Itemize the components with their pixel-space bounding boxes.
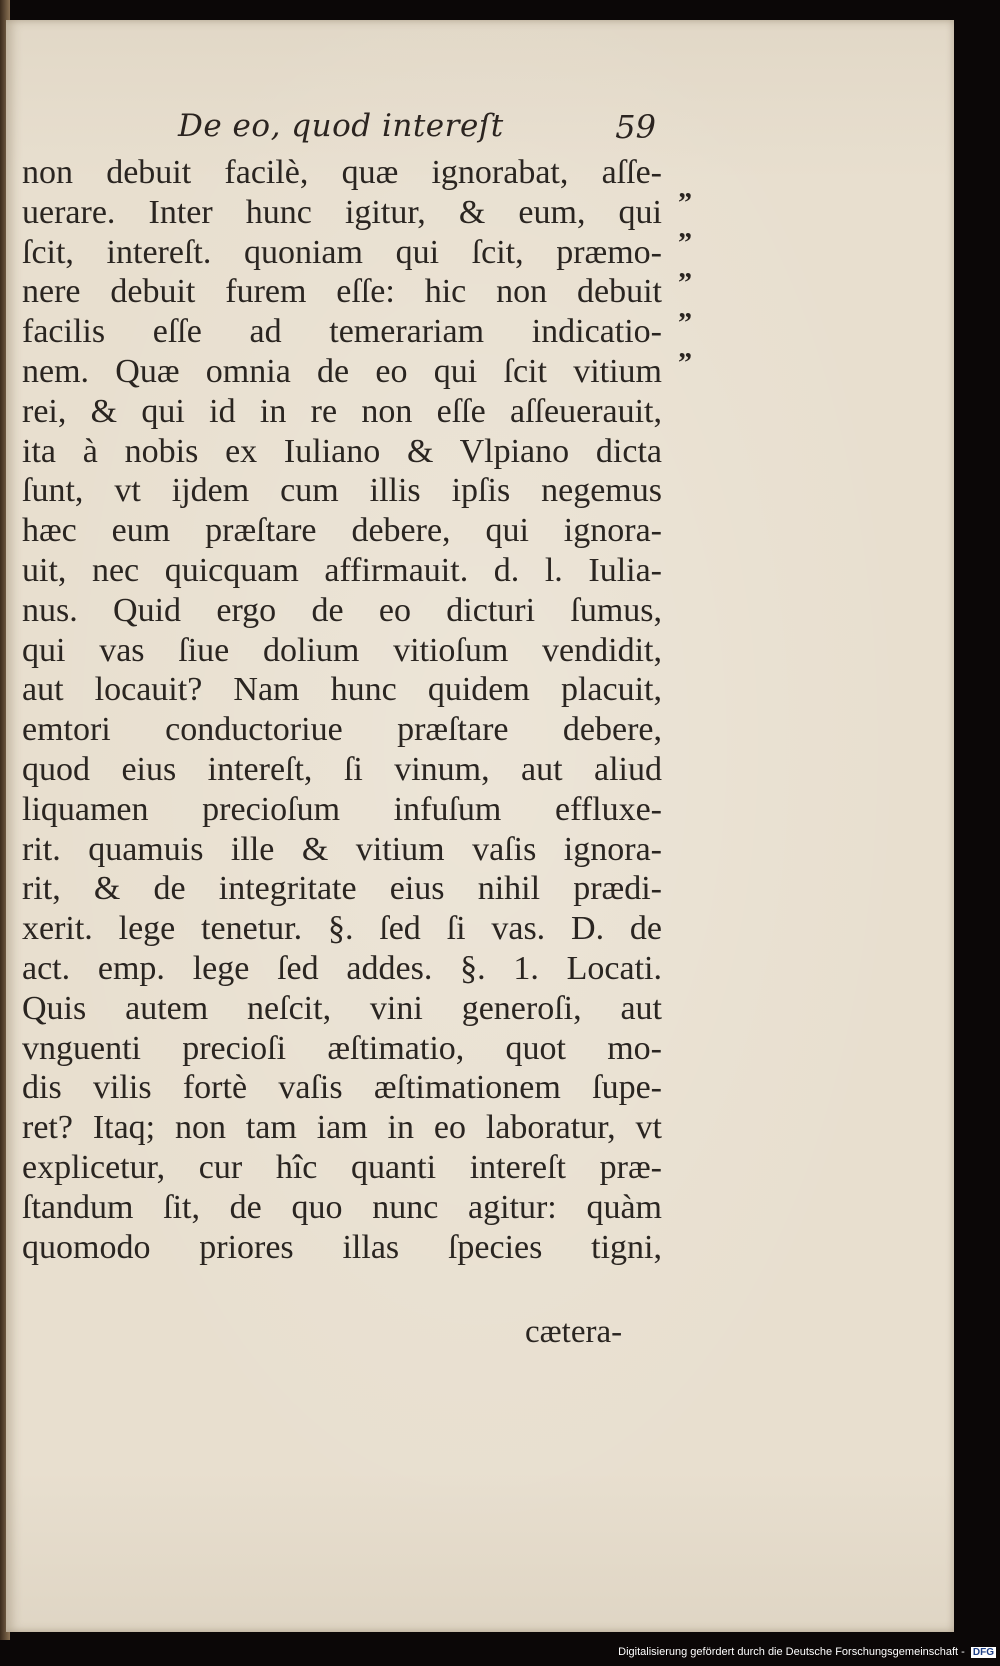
text-line: hæc eum præſtare debere, qui ignora- bbox=[22, 512, 662, 550]
running-head: De eo, quod intereſt bbox=[178, 108, 504, 144]
text-line: quomodo priores illas ſpecies tigni, bbox=[22, 1228, 662, 1266]
text-line: uit, nec quicquam affirmauit. d. l. Iulia- bbox=[22, 551, 662, 589]
dfg-logo: DFG bbox=[972, 1647, 994, 1658]
margin-mark: ” bbox=[678, 268, 692, 299]
text-line: ſcit, intereſt. quoniam qui ſcit, præmo- bbox=[22, 233, 662, 271]
text-line: quod eius intereſt, ſi vinum, aut aliud bbox=[22, 750, 662, 788]
text-line: Quis autem neſcit, vini generoſi, aut bbox=[22, 989, 662, 1027]
text-line: qui vas ſiue dolium vitioſum vendidit, bbox=[22, 631, 662, 669]
text-line: uerare. Inter hunc igitur, & eum, qui bbox=[22, 193, 662, 231]
text-line: liquamen precioſum infuſum effluxe- bbox=[22, 790, 662, 828]
text-line: nere debuit furem eſſe: hic non debuit bbox=[22, 273, 662, 311]
page-number: 59 bbox=[615, 108, 656, 146]
digitization-footer bbox=[618, 1646, 996, 1658]
text-line: rit. quamuis ille & vitium vaſis ignora- bbox=[22, 830, 662, 868]
margin-mark: ” bbox=[678, 348, 692, 379]
page-header bbox=[178, 108, 656, 152]
catchword: cætera- bbox=[525, 1314, 623, 1350]
text-line: dis vilis fortè vaſis æſtimationem ſupe- bbox=[22, 1069, 662, 1107]
text-line: nem. Quæ omnia de eo qui ſcit vitium bbox=[22, 352, 662, 390]
margin-quotation-marks bbox=[678, 188, 708, 388]
text-line: facilis eſſe ad temerariam indicatio- bbox=[22, 313, 662, 351]
text-line: explicetur, cur hîc quanti intereſt præ- bbox=[22, 1148, 662, 1186]
text-line: aut locauit? Nam hunc quidem placuit, bbox=[22, 671, 662, 709]
text-line: ſtandum ſit, de quo nunc agitur: quàm bbox=[22, 1188, 662, 1226]
margin-mark: ” bbox=[678, 188, 692, 219]
text-line: rit, & de integritate eius nihil prædi- bbox=[22, 870, 662, 908]
body-text bbox=[22, 153, 662, 1267]
text-line: act. emp. lege ſed addes. §. 1. Locati. bbox=[22, 949, 662, 987]
text-line: xerit. lege tenetur. §. ſed ſi vas. D. de bbox=[22, 910, 662, 948]
footer-credit: Digitalisierung gefördert durch die Deutsche Forschungsgemeinschaft - bbox=[618, 1646, 965, 1658]
text-line: emtori conductoriue præſtare debere, bbox=[22, 711, 662, 749]
margin-mark: ” bbox=[678, 228, 692, 259]
text-line: non debuit facilè, quæ ignorabat, aſſe- bbox=[22, 154, 662, 191]
text-line: vnguenti precioſi æſtimatio, quot mo- bbox=[22, 1029, 662, 1067]
text-line: ita à nobis ex Iuliano & Vlpiano dicta bbox=[22, 432, 662, 470]
margin-mark: ” bbox=[678, 308, 692, 339]
text-line: ſunt, vt ijdem cum illis ipſis negemus bbox=[22, 472, 662, 510]
text-line: rei, & qui id in re non eſſe aſſeuerauit, bbox=[22, 392, 662, 430]
text-line: nus. Quid ergo de eo dicturi ſumus, bbox=[22, 591, 662, 629]
text-line: ret? Itaq; non tam iam in eo laboratur, vt bbox=[22, 1109, 662, 1147]
